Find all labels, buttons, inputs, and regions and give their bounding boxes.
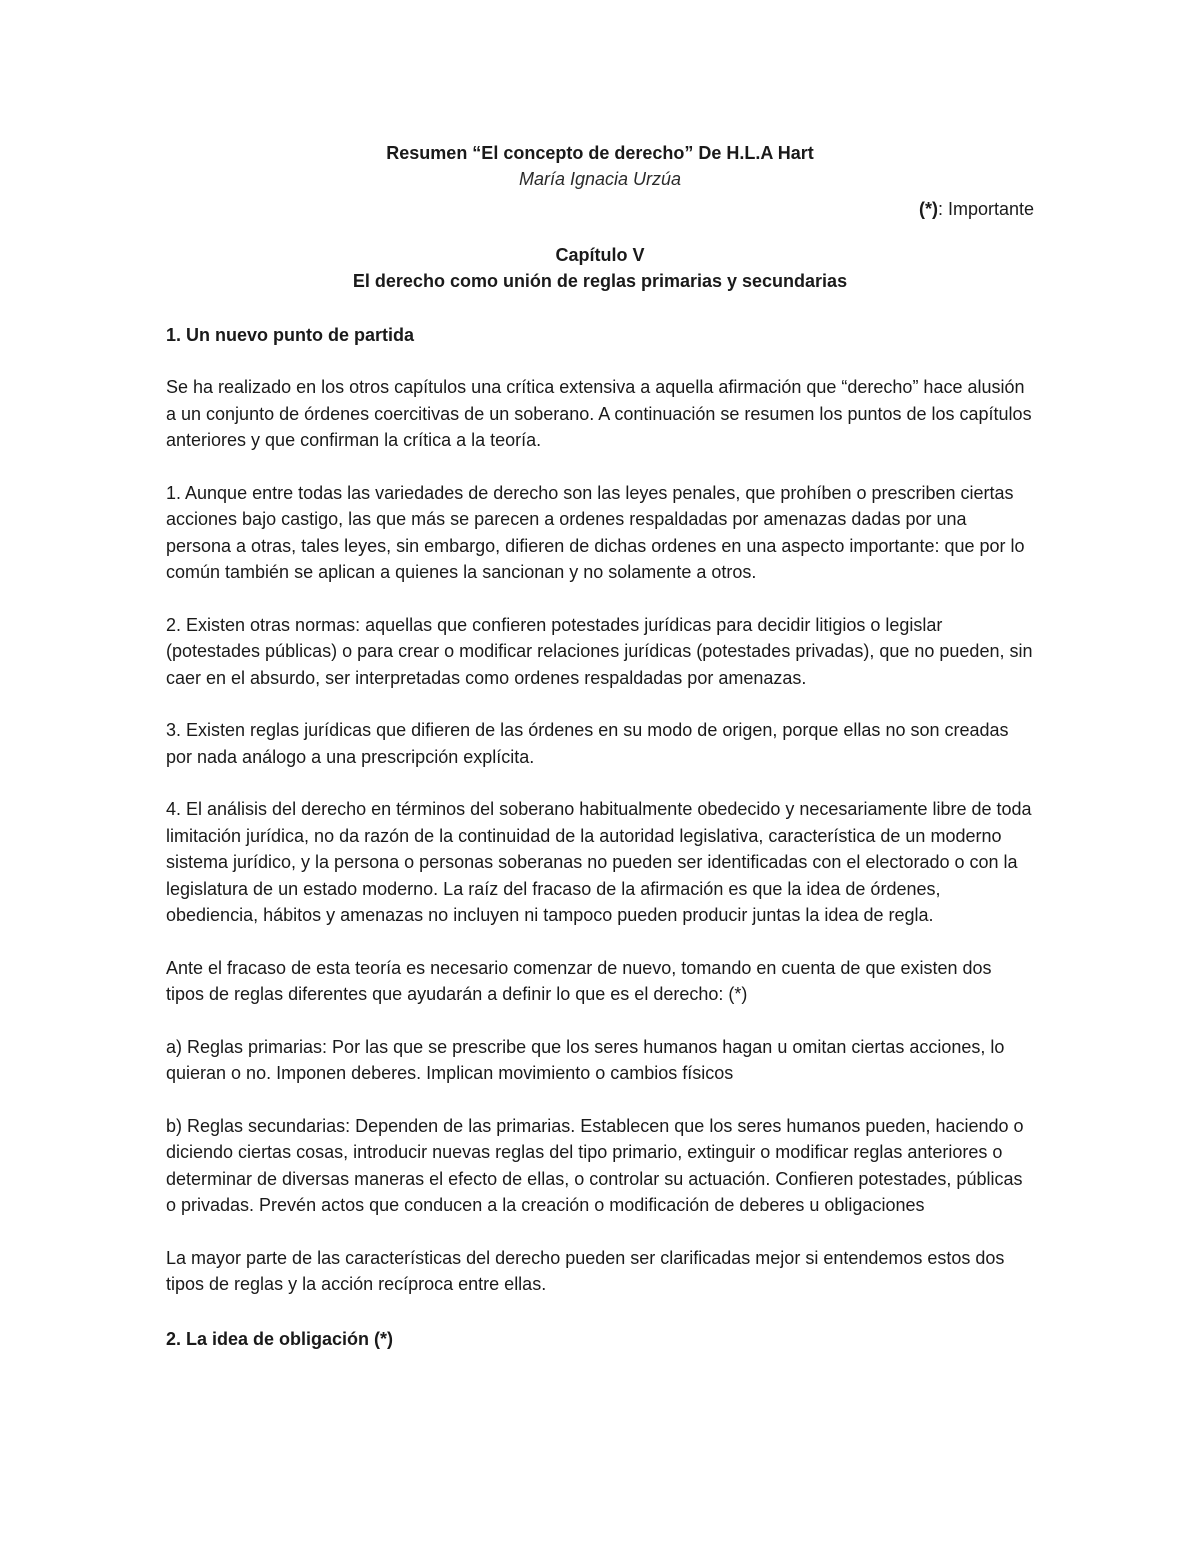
importance-legend-text: : Importante [937,199,1034,219]
paragraph-primary-rules: a) Reglas primarias: Por las que se prescribe que los seres humanos hagan u omitan ciertas acciones, lo quieran o no. Imponen deberes. Implican movimiento o cambios físicos [166,1036,1005,1083]
paragraph-point-4: 4. El análisis del derecho en términos del soberano habitualmente obedecido y necesariamente libre de toda limitación jurídica, no da razón de la continuidad de la autoridad legislativa, característica de un moderno sistema jurídico, y la persona o personas soberanas no pueden ser identificadas con el electorado o con la legislatura de un estado moderno. La raíz del fracaso de la afirmación es que la idea de órdenes, obediencia, hábitos y amenazas no incluyen ni tampoco pueden producir juntas la idea de regla. [166,799,1032,925]
document-title: Resumen “El concepto de derecho” De H.L.A Hart [386,143,814,163]
section-heading-2: 2. La idea de obligación (*) [166,1328,394,1349]
section-heading-1: 1. Un nuevo punto de partida [166,325,415,345]
paragraph-point-3: 3. Existen reglas jurídicas que difieren de las órdenes en su modo de origen, porque ellas no son creadas por nada análogo a una prescripción explícita. [166,720,1009,767]
importance-legend [166,196,1034,222]
paragraph-intro: Se ha realizado en los otros capítulos una crítica extensiva a aquella afirmación que “derecho” hace alusión a un conjunto de órdenes coercitivas de un soberano. A continuación se resumen los puntos de los capítulos anteriores y que confirman la crítica a la teoría. [166,377,1032,450]
paragraph-new-start: Ante el fracaso de esta teoría es necesario comenzar de nuevo, tomando en cuenta de que existen dos tipos de reglas diferentes que ayudarán a definir lo que es el derecho: (*) [166,957,992,1004]
paragraph-point-1: 1. Aunque entre todas las variedades de derecho son las leyes penales, que prohíben o prescriben ciertas acciones bajo castigo, las que más se parecen a ordenes respaldadas por amenazas dadas por una persona a otras, tales leyes, sin embargo, difieren de dichas ordenes en una aspecto importante: que por lo común también se aplican a quienes la sancionan y no solamente a otros. [166,482,1025,582]
document-author: María Ignacia Urzúa [518,169,682,189]
chapter-title: El derecho como unión de reglas primarias y secundarias [352,271,848,291]
document-page [166,140,1034,1352]
chapter-number: Capítulo V [555,245,645,265]
paragraph-secondary-rules: b) Reglas secundarias: Dependen de las primarias. Establecen que los seres humanos pueden, haciendo o diciendo ciertas cosas, introducir nuevas reglas del tipo primario, extinguir o modificar reglas anteriores o determinar de diversas maneras el efecto de ellas, o controlar su actuación. Confieren potestades, públicas o privadas. Prevén actos que conducen a la creación o modificación de deberes u obligaciones [166,1115,1024,1215]
paragraph-conclusion: La mayor parte de las características del derecho pueden ser clarificadas mejor si entendemos estos dos tipos de reglas y la acción recíproca entre ellas. [166,1247,1005,1294]
paragraph-point-2: 2. Existen otras normas: aquellas que confieren potestades jurídicas para decidir litigios o legislar (potestades públicas) o para crear o modificar relaciones jurídicas (potestades privadas), que no pueden, sin caer en el absurdo, ser interpretadas como ordenes respaldadas por amenazas. [166,614,1033,688]
importance-legend-mark: (*) [918,199,938,219]
